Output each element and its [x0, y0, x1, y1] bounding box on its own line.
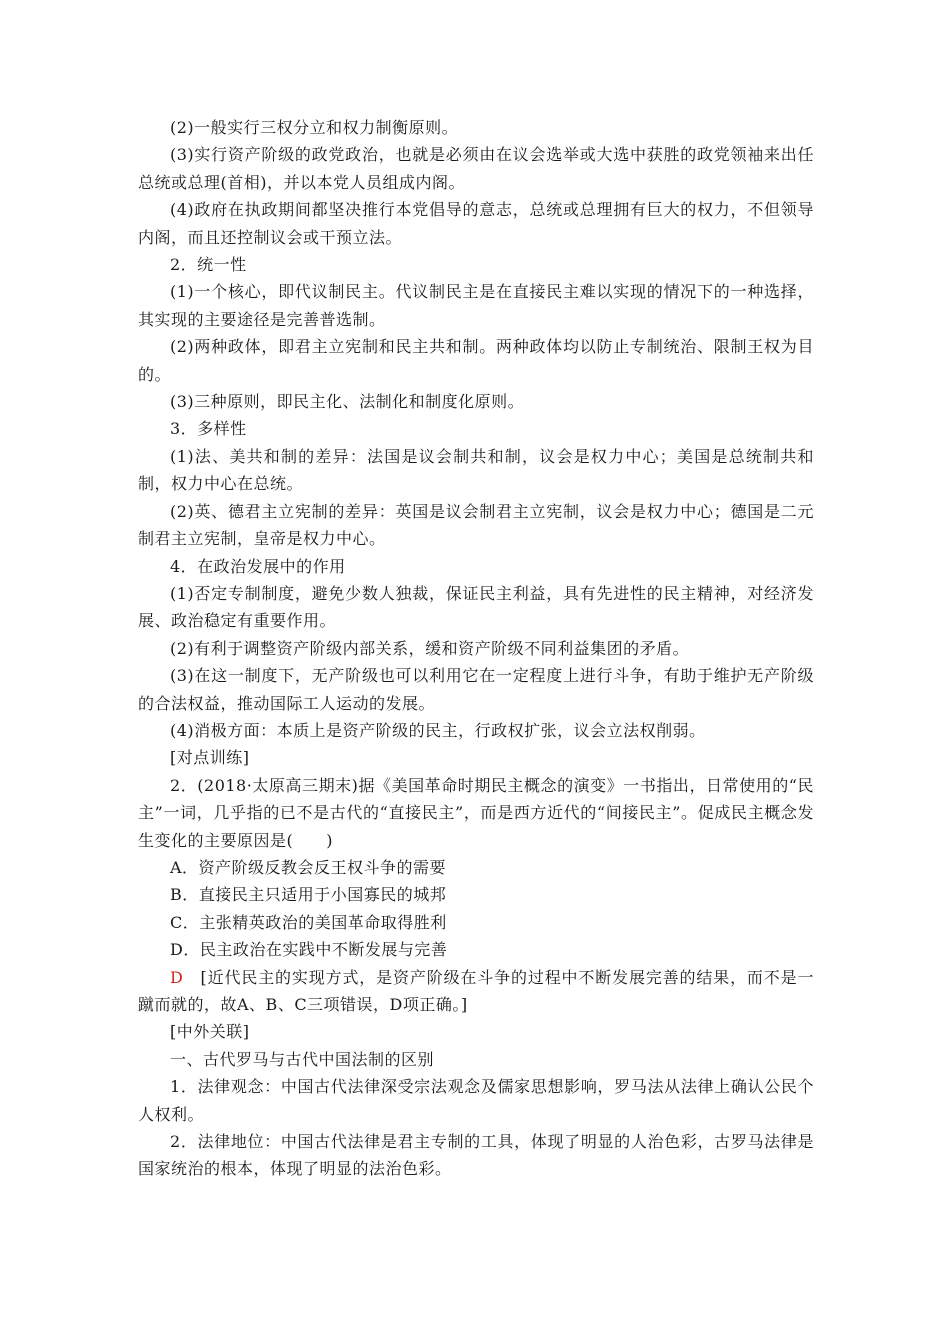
paragraph: (4)政府在执政期间都坚决推行本党倡导的意志，总统或总理拥有巨大的权力，不但领导内阁，而且还控制议会或干预立法。 [138, 200, 814, 247]
section-heading: 3．多样性 [170, 419, 247, 439]
explanation-text: [近代民主的实现方式，是资产阶级在斗争的过程中不断发展完善的结果，而不是一蹴而就的，故A、B、C三项错误，D项正确。] [138, 967, 814, 1014]
paragraph: (4)消极方面：本质上是资产阶级的民主，行政权扩张，议会立法权削弱。 [170, 720, 706, 740]
paragraph: (3)三种原则，即民主化、法制化和制度化原则。 [170, 392, 525, 412]
paragraph: (1)一个核心，即代议制民主。代议制民主是在直接民主难以实现的情况下的一种选择，其实现的主要途径是完善普选制。 [138, 282, 814, 329]
section-tag: [对点训练] [170, 748, 250, 768]
option-b: B．直接民主只适用于小国寡民的城邦 [170, 885, 447, 905]
section-tag: [中外关联] [170, 1022, 250, 1042]
question-stem: 2．(2018·太原高三期末)据《美国革命时期民主概念的演变》一书指出，日常使用的“民主”一词，几乎指的已不是古代的“直接民主”，而是西方近代的“间接民主”。促成民主概念发生变化的主要原因是( ) [138, 775, 814, 850]
section-heading: 4．在政治发展中的作用 [170, 556, 346, 576]
paragraph: (2)两种政体，即君主立宪制和民主共和制。两种政体均以防止专制统治、限制王权为目的。 [138, 337, 814, 384]
option-a: A．资产阶级反教会反王权斗争的需要 [170, 857, 447, 877]
answer-letter: D [170, 967, 184, 987]
paragraph: 2．法律地位：中国古代法律是君主专制的工具，体现了明显的人治色彩，古罗马法律是国家统治的根本，体现了明显的法治色彩。 [138, 1132, 814, 1179]
paragraph: (2)有利于调整资产阶级内部关系，缓和资产阶级不同利益集团的矛盾。 [170, 638, 690, 658]
option-c: C．主张精英政治的美国革命取得胜利 [170, 912, 447, 932]
paragraph: (1)法、美共和制的差异：法国是议会制共和制，议会是权力中心；美国是总统制共和制，权力中心在总统。 [138, 446, 814, 494]
section-heading: 一、古代罗马与古代中国法制的区别 [170, 1049, 435, 1069]
document-page [138, 114, 814, 1183]
answer-explanation [138, 964, 814, 1019]
paragraph: (2)一般实行三权分立和权力制衡原则。 [170, 118, 459, 137]
paragraph: (1)否定专制制度，避免少数人独裁，保证民主利益，具有先进性的民主精神，对经济发展、政治稳定有重要作用。 [138, 583, 814, 631]
option-d: D．民主政治在实践中不断发展与完善 [170, 940, 448, 960]
paragraph: (3)实行资产阶级的政党政治，也就是必须由在议会选举或大选中获胜的政党领袖来出任总统或总理(首相)，并以本党人员组成内阁。 [138, 145, 814, 192]
paragraph: 1．法律观念：中国古代法律深受宗法观念及儒家思想影响，罗马法从法律上确认公民个人权利。 [138, 1077, 814, 1124]
paragraph: (3)在这一制度下，无产阶级也可以利用它在一定程度上进行斗争，有助于维护无产阶级的合法权益，推动国际工人运动的发展。 [138, 666, 814, 713]
section-heading: 2．统一性 [170, 255, 247, 275]
paragraph: (2)英、德君主立宪制的差异：英国是议会制君主立宪制，议会是权力中心；德国是二元制君主立宪制，皇帝是权力中心。 [138, 501, 814, 549]
